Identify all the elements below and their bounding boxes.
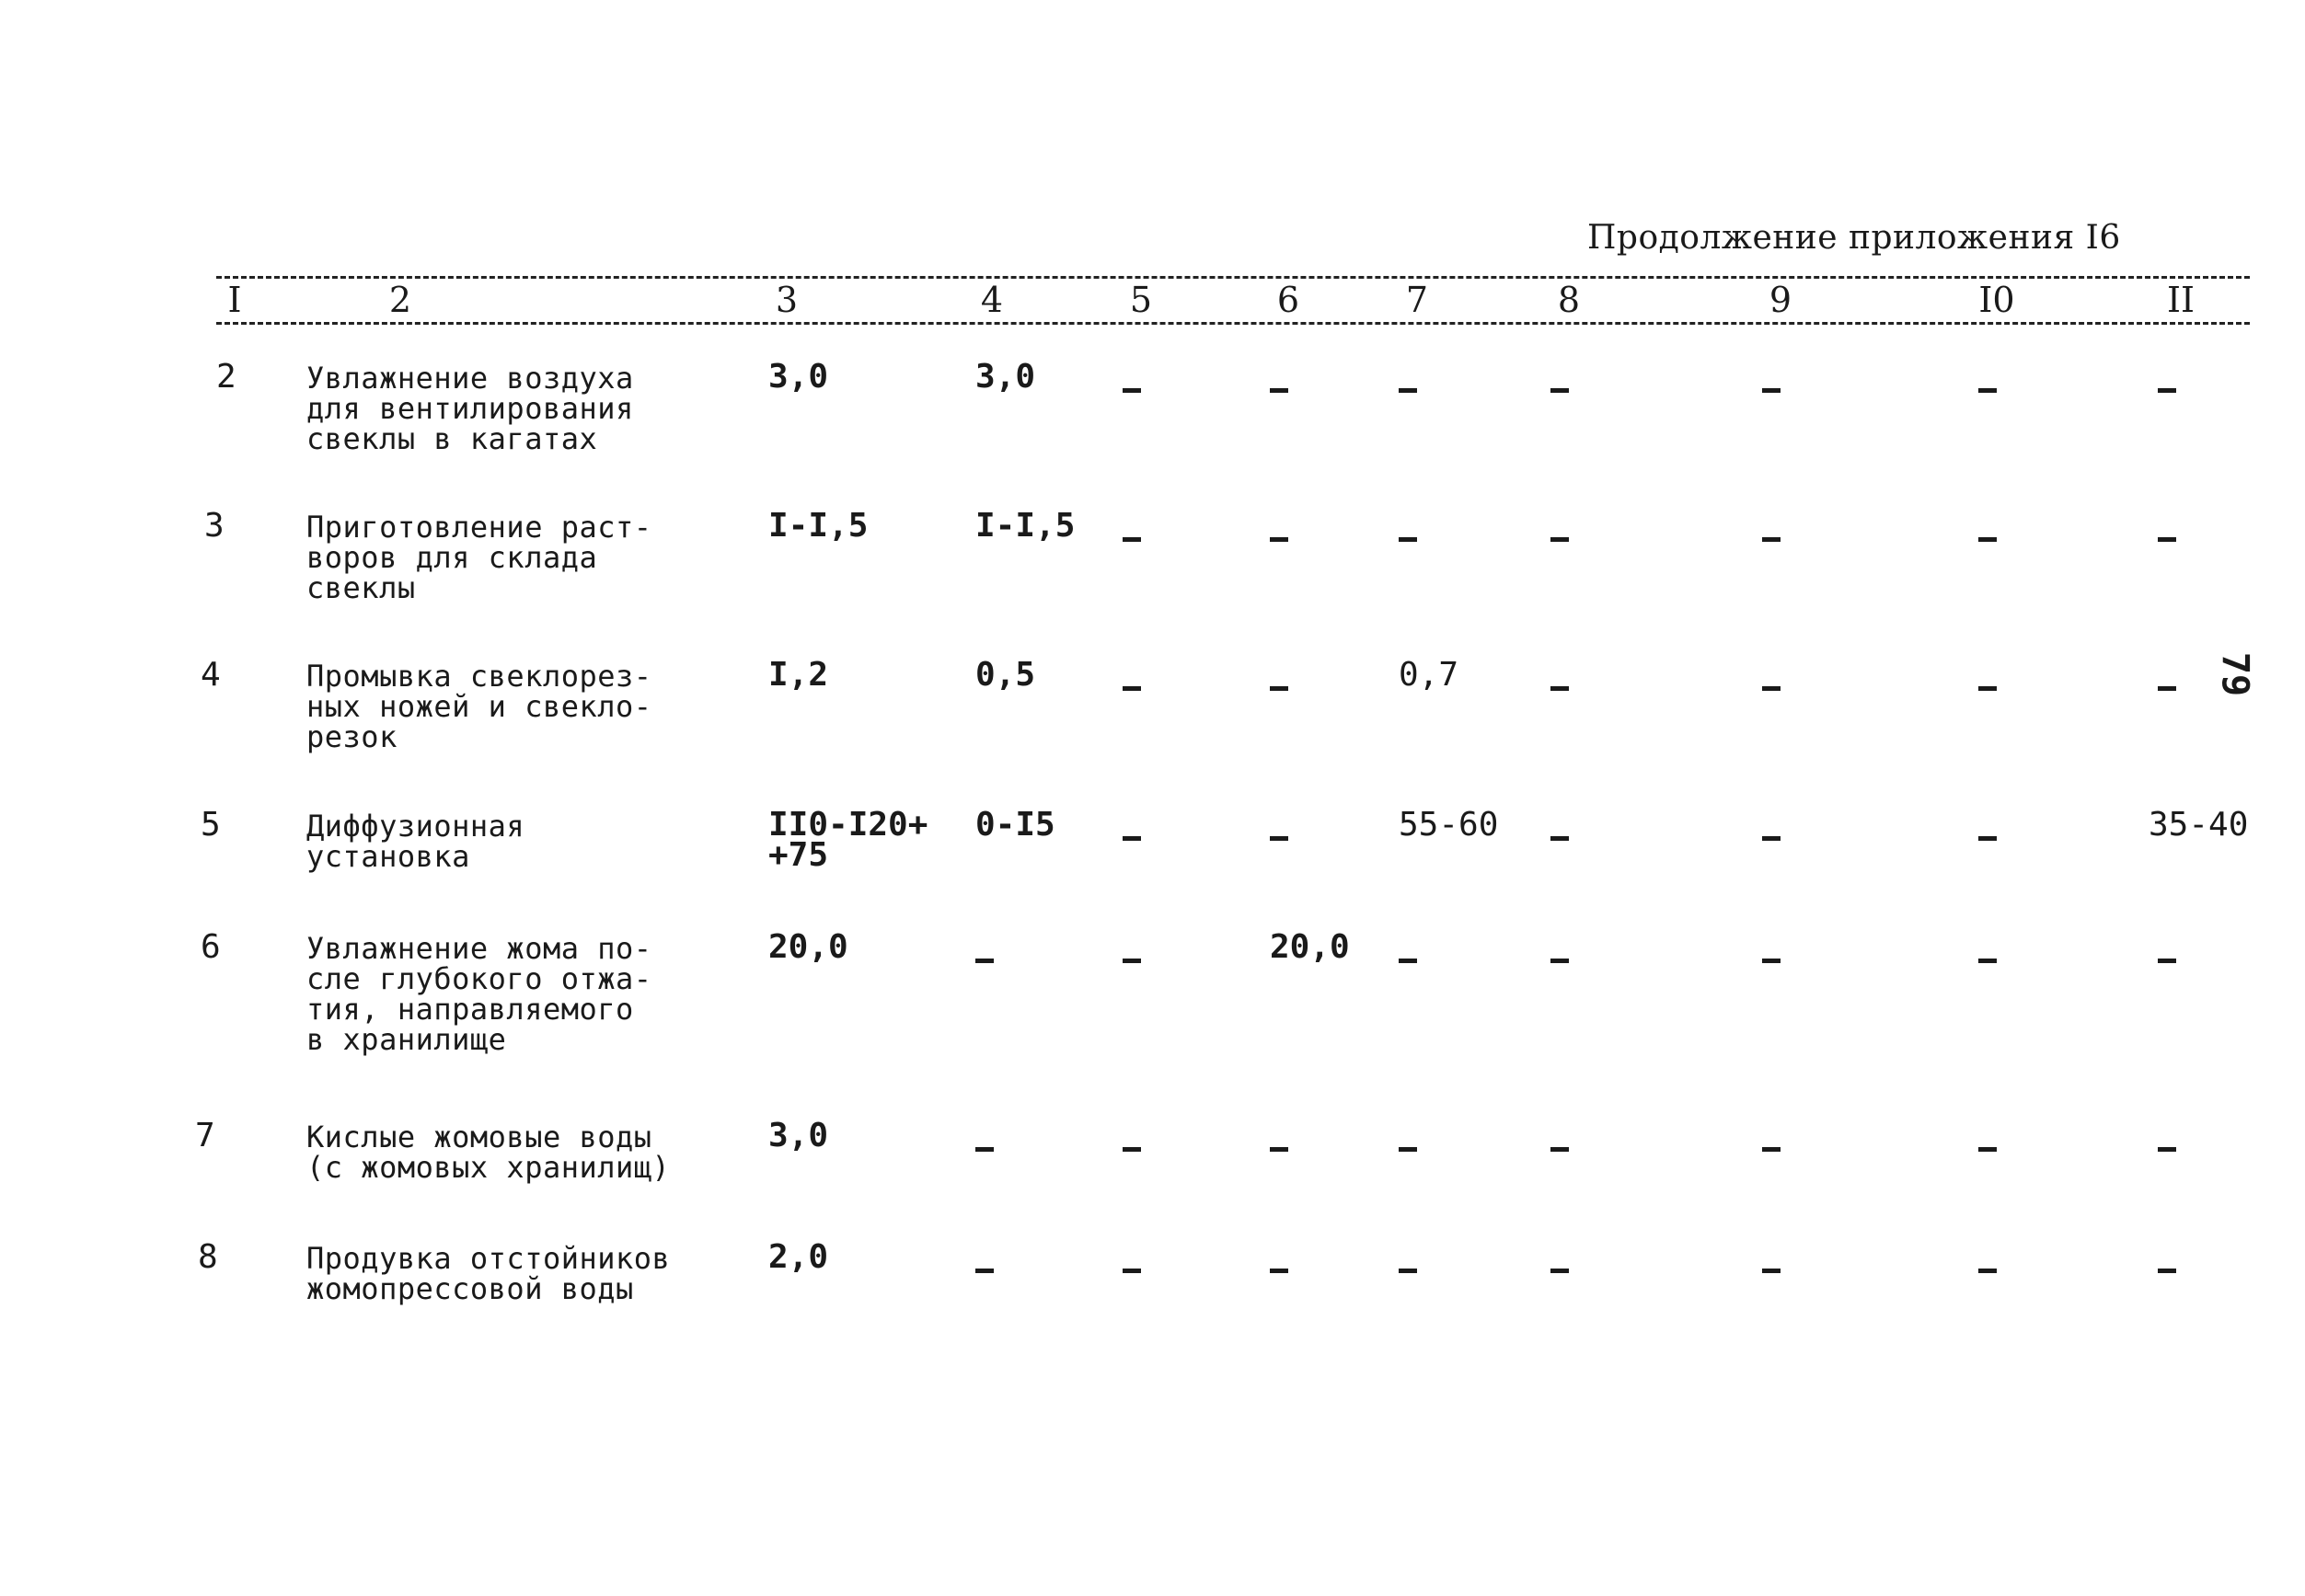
- row-number: 6: [201, 928, 221, 966]
- table-cell-col-6: [1279, 809, 1280, 840]
- table-cell-col-7: [1408, 362, 1409, 392]
- column-header-6: 6: [1276, 280, 1300, 320]
- table-cell-col-9: [1771, 1120, 1772, 1151]
- table-cell-col-7: 0,7: [1399, 656, 1459, 694]
- table-cell-col-9: [1771, 809, 1772, 840]
- table-cell-col-8: [1560, 511, 1561, 541]
- table-cell-col-8: [1560, 932, 1561, 962]
- table-cell-col-6: [1279, 660, 1280, 690]
- column-header-10: I0: [1978, 280, 2015, 320]
- column-header-4: 4: [980, 280, 1004, 320]
- column-header-7: 7: [1405, 280, 1429, 320]
- table-cell-col-3: 2,0: [768, 1238, 829, 1276]
- table-cell-col-4: 3,0: [975, 358, 1036, 396]
- row-description: Диффузионная установка: [306, 809, 525, 874]
- table-cell-col-6: [1279, 511, 1280, 541]
- table-cell-col-3: 3,0: [768, 1117, 829, 1154]
- table-cell-col-3: I,2: [768, 656, 829, 694]
- table-cell-col-11: 35-40: [2149, 806, 2249, 844]
- table-cell-col-9: [1771, 362, 1772, 392]
- row-description: Продувка отстойников жомопрессовой воды: [306, 1241, 671, 1306]
- table-cell-col-8: [1560, 809, 1561, 840]
- row-description: Промывка свеклорез- ных ножей и свекло- резок: [306, 659, 652, 754]
- table-cell-col-7: [1408, 1242, 1409, 1272]
- table-cell-col-4: 0-I5: [975, 806, 1055, 844]
- table-cell-col-9: [1771, 1242, 1772, 1272]
- row-number: 4: [201, 656, 221, 694]
- table-cell-col-9: [1771, 660, 1772, 690]
- table-cell-col-8: [1560, 660, 1561, 690]
- table-cell-col-11: [2167, 1242, 2168, 1272]
- table-cell-col-11: [2167, 932, 2168, 962]
- table-cell-col-5: [1132, 362, 1133, 392]
- column-header-1: I: [227, 280, 242, 320]
- table-cell-col-7: [1408, 511, 1409, 541]
- table-cell-col-3: 3,0: [768, 358, 829, 396]
- table-top-rule: [216, 276, 2250, 279]
- table-cell-col-7: [1408, 1120, 1409, 1151]
- column-header-9: 9: [1769, 280, 1792, 320]
- row-description: Кислые жомовые воды (с жомовых хранилищ): [306, 1119, 671, 1185]
- table-cell-col-6: 20,0: [1270, 928, 1350, 966]
- row-description: Увлажнение жома по- сле глубокого отжа- тия, направляемого в хранилище: [306, 931, 652, 1057]
- table-cell-col-5: [1132, 511, 1133, 541]
- table-cell-col-4: 0,5: [975, 656, 1036, 694]
- table-cell-col-3: I-I,5: [768, 507, 869, 545]
- table-cell-col-3: 20,0: [768, 928, 848, 966]
- table-cell-col-9: [1771, 932, 1772, 962]
- column-header-3: 3: [775, 280, 799, 320]
- table-cell-col-8: [1560, 1120, 1561, 1151]
- table-cell-col-6: [1279, 1242, 1280, 1272]
- table-cell-col-11: [2167, 660, 2168, 690]
- column-header-11: II: [2166, 280, 2196, 320]
- row-description: Увлажнение воздуха для вентилирования свеклы в кагатах: [306, 361, 634, 456]
- row-description: Приготовление раст- воров для склада свеклы: [306, 510, 652, 605]
- page-number: 79: [2214, 651, 2257, 697]
- column-header-8: 8: [1557, 280, 1581, 320]
- table-cell-col-4: I-I,5: [975, 507, 1076, 545]
- appendix-caption: Продолжение приложения I6: [1587, 219, 2121, 257]
- table-cell-col-5: [1132, 809, 1133, 840]
- table-cell-col-8: [1560, 362, 1561, 392]
- table-cell-col-9: [1771, 511, 1772, 541]
- table-cell-col-7: [1408, 932, 1409, 962]
- column-header-2: 2: [388, 280, 412, 320]
- row-number: 3: [204, 507, 225, 545]
- table-cell-col-7: 55-60: [1399, 806, 1499, 844]
- table-cell-col-5: [1132, 660, 1133, 690]
- row-number: 5: [201, 806, 221, 844]
- table-cell-col-3: II0-I20+ +75: [768, 806, 928, 874]
- table-cell-col-5: [1132, 1120, 1133, 1151]
- row-number: 8: [198, 1238, 218, 1276]
- table-cell-col-8: [1560, 1242, 1561, 1272]
- table-cell-col-5: [1132, 932, 1133, 962]
- table-cell-col-11: [2167, 362, 2168, 392]
- table-cell-col-6: [1279, 362, 1280, 392]
- table-cell-col-11: [2167, 1120, 2168, 1151]
- table-header-rule: [216, 322, 2250, 325]
- table-cell-col-5: [1132, 1242, 1133, 1272]
- row-number: 2: [216, 358, 236, 396]
- row-number: 7: [195, 1117, 215, 1154]
- table-cell-col-6: [1279, 1120, 1280, 1151]
- table-cell-col-11: [2167, 511, 2168, 541]
- column-header-5: 5: [1129, 280, 1153, 320]
